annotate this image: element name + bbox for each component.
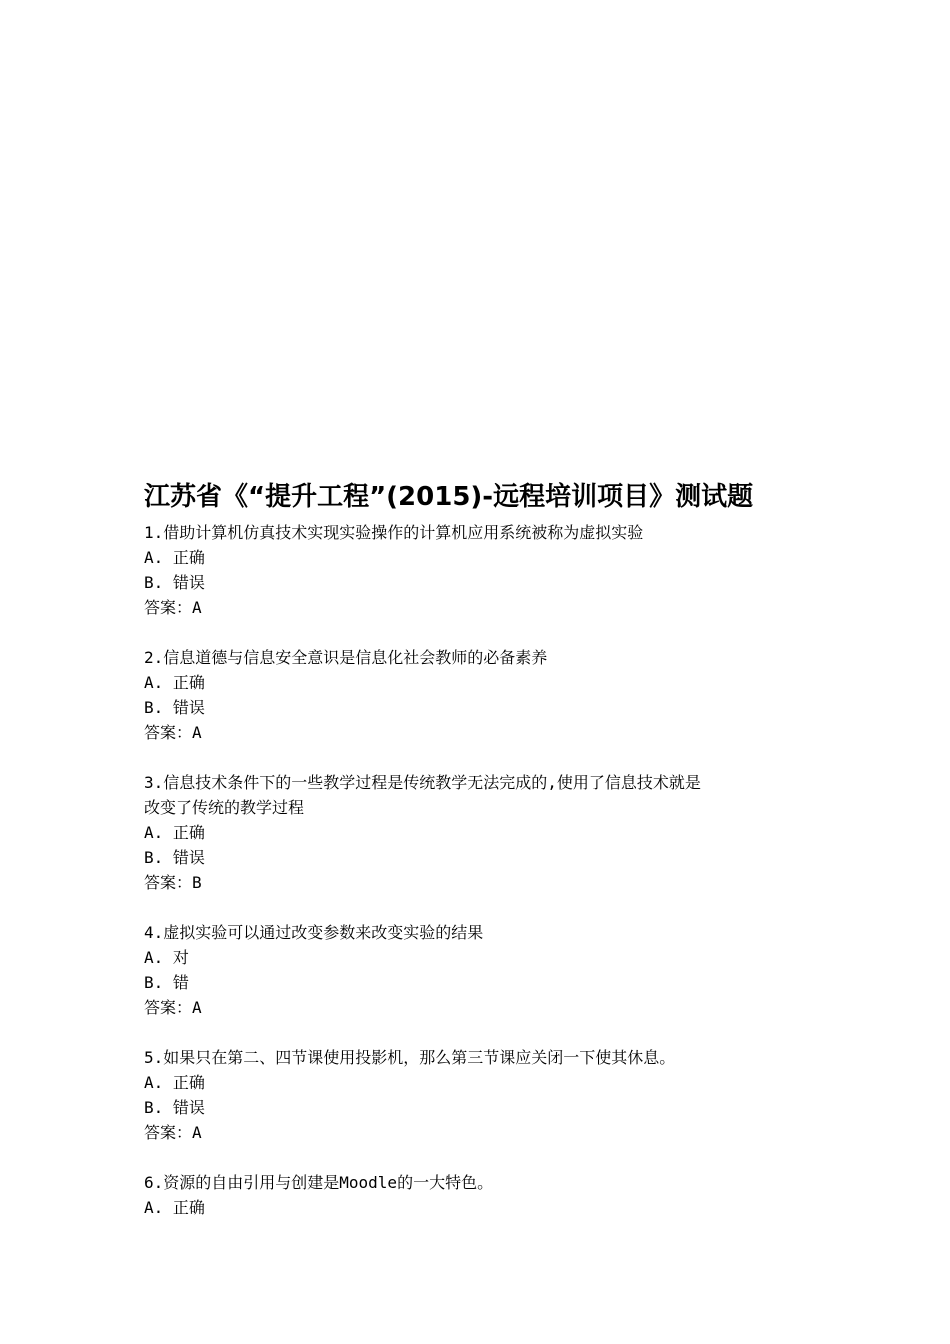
question-stem-continued: 改变了传统的教学过程 [144, 798, 305, 817]
answer-line: 答案：B [144, 873, 202, 892]
question-stem: 5.如果只在第二、四节课使用投影机，那么第三节课应关闭一下使其休息。 [144, 1048, 676, 1067]
question-3 [144, 770, 824, 895]
document-page [144, 478, 824, 1245]
option-a: A. 正确 [144, 1073, 205, 1092]
question-stem: 3.信息技术条件下的一些教学过程是传统教学无法完成的,使用了信息技术就是 [144, 773, 701, 792]
option-b: B. 错误 [144, 698, 205, 717]
answer-line: 答案：A [144, 998, 202, 1017]
question-6 [144, 1170, 824, 1220]
answer-line: 答案：A [144, 723, 202, 742]
question-1 [144, 520, 824, 620]
option-b: B. 错误 [144, 848, 205, 867]
question-stem: 4.虚拟实验可以通过改变参数来改变实验的结果 [144, 923, 484, 942]
question-stem: 6.资源的自由引用与创建是Moodle的一大特色。 [144, 1173, 494, 1192]
option-b: B. 错误 [144, 573, 205, 592]
document-title: 江苏省《“提升工程”(2015)-远程培训项目》测试题 [144, 482, 754, 512]
option-a: A. 对 [144, 948, 189, 967]
option-a: A. 正确 [144, 548, 205, 567]
option-a: A. 正确 [144, 1198, 205, 1217]
answer-line: 答案：A [144, 1123, 202, 1142]
option-b: B. 错误 [144, 1098, 205, 1117]
option-a: A. 正确 [144, 823, 205, 842]
option-b: B. 错 [144, 973, 189, 992]
question-2 [144, 645, 824, 745]
question-5 [144, 1045, 824, 1145]
answer-line: 答案：A [144, 598, 202, 617]
question-stem: 2.信息道德与信息安全意识是信息化社会教师的必备素养 [144, 648, 548, 667]
option-a: A. 正确 [144, 673, 205, 692]
question-4 [144, 920, 824, 1020]
question-stem: 1.借助计算机仿真技术实现实验操作的计算机应用系统被称为虚拟实验 [144, 523, 644, 542]
